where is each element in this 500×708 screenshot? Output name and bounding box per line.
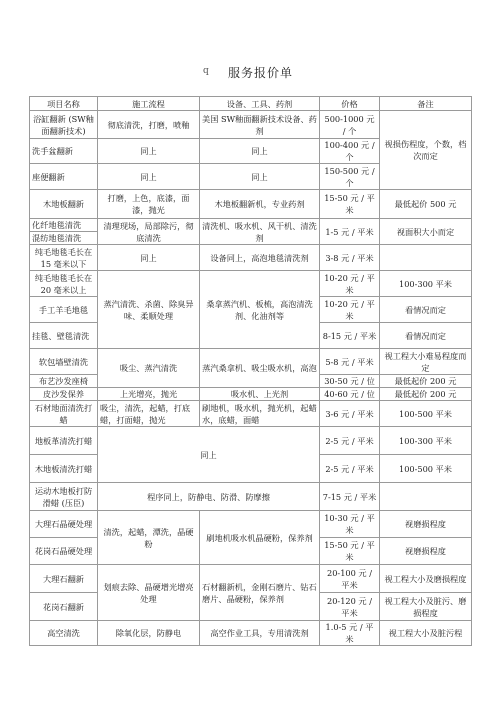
cell-name: 浴缸翻新 (SW釉面翻新技术) <box>30 111 98 139</box>
cell-price: 30-50 元 / 位 <box>320 375 380 388</box>
cell-process: 蒸汽清洗、杀菌、除臭异味、柔顺处理 <box>98 271 200 349</box>
cell-note: 看情况而定 <box>380 323 472 349</box>
cell-process: 吸尘、蒸汽清洗 <box>98 349 200 388</box>
cell-process: 同上 <box>98 164 200 190</box>
cell-note: 100-300 平米 <box>380 427 472 455</box>
cell-price: 150-500 元 / 个 <box>320 164 380 190</box>
title-area <box>0 64 500 84</box>
cell-note: 视磨损程度 <box>380 538 472 565</box>
column-header-name: 项目名称 <box>30 97 98 111</box>
cell-name: 大理石翻新 <box>30 565 98 593</box>
cell-price: 10-20 元 / 平米 <box>320 297 380 323</box>
cell-equipment: 美国 SW釉面翻新技术设备、药剂 <box>200 111 320 139</box>
cell-note-empty <box>380 483 472 511</box>
cell-price: 3-6 元 / 平米 <box>320 401 380 427</box>
cell-process: 同上 <box>98 245 200 271</box>
cell-name: 挂毯、壁毯清洗 <box>30 323 98 349</box>
cell-name: 化纤地毯清洗 <box>30 219 98 232</box>
cell-price: 8-15 元 / 平米 <box>320 323 380 349</box>
table-row <box>30 621 472 646</box>
table-row <box>30 271 472 297</box>
price-table <box>29 96 472 646</box>
cell-process: 彻底清洗，打磨，喷釉 <box>98 111 200 139</box>
cell-equipment: 桑拿蒸汽机、板梳，高泡清洗剂、化油剂等 <box>200 271 320 349</box>
cell-name: 纯毛地毯毛长在 20 毫米以上 <box>30 271 98 297</box>
cell-name: 洗手盆翻新 <box>30 139 98 164</box>
cell-equipment: 清洗机、吸水机、风干机、清洗剂 <box>200 219 320 245</box>
cell-price: 40-60 元 / 位 <box>320 388 380 401</box>
table-row <box>30 349 472 375</box>
cell-note: 视工程大小难易程度而定 <box>380 349 472 375</box>
cell-process: 划痕去除、晶硬增光增亮处理 <box>98 565 200 621</box>
table-row <box>30 511 472 538</box>
cell-equipment: 刷地机吸水机晶硬粉，保养剂 <box>200 511 320 565</box>
column-header-note: 备注 <box>380 97 472 111</box>
cell-name: 木地板翻新 <box>30 190 98 219</box>
cell-equipment: 同上 <box>200 139 320 164</box>
table-row <box>30 565 472 593</box>
table-row <box>30 245 472 271</box>
cell-price: 20-100 元 / 平米 <box>320 565 380 593</box>
cell-price: 10-20 元 / 平米 <box>320 271 380 297</box>
cell-price: 2-5 元 / 平米 <box>320 427 380 455</box>
cell-equipment: 吸水机、上光剂 <box>200 388 320 401</box>
table-header-row <box>30 97 472 111</box>
cell-process: 打磨，上色，底漆，面漆，抛光 <box>98 190 200 219</box>
table-row <box>30 427 472 455</box>
cell-process: 清洗，起蜡，潭洗，晶硬粉 <box>98 511 200 565</box>
cell-note: 视工程大小及脏污、磨损程度 <box>380 593 472 621</box>
cell-equipment: 高空作业工具，专用清洗剂 <box>200 621 320 646</box>
cell-note: 100-500 平米 <box>380 401 472 427</box>
cell-price: 100-400 元 / 个 <box>320 139 380 164</box>
table-row <box>30 190 472 219</box>
cell-note-empty <box>380 245 472 271</box>
table-row <box>30 401 472 427</box>
cell-name: 皮沙发保养 <box>30 388 98 401</box>
cell-note: 最低起价 500 元 <box>380 190 472 219</box>
cell-price: 15-50 元 / 平米 <box>320 190 380 219</box>
cell-equipment: 蒸汽桑拿机、吸尘吸水机，高泡 <box>200 349 320 388</box>
table-row <box>30 483 472 511</box>
cell-process: 程序同上，防静电、防滑、防摩擦 <box>98 483 320 511</box>
cell-equipment: 石材翻新机，金刚石磨片、钻石磨片、晶硬粉，保养剂 <box>200 565 320 621</box>
cell-name: 高空清洗 <box>30 621 98 646</box>
cell-name: 软包墙壁清洗 <box>30 349 98 375</box>
cell-name: 大理石晶硬处理 <box>30 511 98 538</box>
column-header-process: 施工流程 <box>98 97 200 111</box>
title-mark: q <box>203 66 209 76</box>
cell-note: 最低起价 200 元 <box>380 375 472 388</box>
cell-name: 布艺沙发座椅 <box>30 375 98 388</box>
cell-price: 20-120 元 / 平米 <box>320 593 380 621</box>
cell-name: 石材地面清洗打蜡 <box>30 401 98 427</box>
cell-note: 最低起价 200 元 <box>380 388 472 401</box>
cell-equipment: 设备同上，高泡地毯清洗剂 <box>200 245 320 271</box>
cell-note: 视工程大小及磨损程度 <box>380 565 472 593</box>
cell-note: 视工程大小及脏污程 <box>380 621 472 646</box>
cell-name: 地板革清洗打蜡 <box>30 427 98 455</box>
cell-price: 15-50 元 / 平米 <box>320 538 380 565</box>
column-header-price: 价格 <box>320 97 380 111</box>
cell-note: 100-300 平米 <box>380 271 472 297</box>
page-title: 服务报价单 <box>228 66 294 80</box>
cell-price: 2-5 元 / 平米 <box>320 455 380 483</box>
cell-name: 花岗石晶硬处理 <box>30 538 98 565</box>
cell-price: 1-5 元 / 平米 <box>320 219 380 245</box>
cell-process: 除氧化层，防静电 <box>98 621 200 646</box>
cell-name: 纯毛地毯毛长在 15 毫米以下 <box>30 245 98 271</box>
cell-price: 1.0-5 元 / 平米 <box>320 621 380 646</box>
cell-price: 3-8 元 / 平米 <box>320 245 380 271</box>
cell-name: 木地板清洗打蜡 <box>30 455 98 483</box>
cell-note: 视损伤程度，个数，档次而定 <box>380 111 472 190</box>
table-row <box>30 111 472 139</box>
cell-equipment: 刷地机，吸水机，抛光机，起蜡水，底蜡，面蜡 <box>200 401 320 427</box>
cell-note: 视面积大小而定 <box>380 219 472 245</box>
cell-process: 上光增亮，抛光 <box>98 388 200 401</box>
cell-price: 500-1000 元 / 个 <box>320 111 380 139</box>
cell-note: 看情况而定 <box>380 297 472 323</box>
cell-process: 同上 <box>98 139 200 164</box>
cell-equipment: 同上 <box>200 164 320 190</box>
cell-price: 10-30 元 / 平米 <box>320 511 380 538</box>
cell-name: 花岗石翻新 <box>30 593 98 621</box>
cell-price: 7-15 元 / 平米 <box>320 483 380 511</box>
cell-process: 同上 <box>98 427 320 483</box>
table-row <box>30 219 472 232</box>
table-row <box>30 388 472 401</box>
cell-process: 清理现场，局部除污，彻底清洗 <box>98 219 200 245</box>
cell-note: 100-500 平米 <box>380 455 472 483</box>
cell-name: 混纺地毯清洗 <box>30 232 98 245</box>
column-header-equipment: 设备、工具、药剂 <box>200 97 320 111</box>
cell-name: 运动木地板打防滑蜡 (压臣) <box>30 483 98 511</box>
cell-name: 手工羊毛地毯 <box>30 297 98 323</box>
cell-note: 视磨损程度 <box>380 511 472 538</box>
cell-equipment: 木地板翻新机，专业药剂 <box>200 190 320 219</box>
cell-name: 座便翻新 <box>30 164 98 190</box>
cell-process: 吸尘，清洗，起蜡，打底蜡，打面蜡，抛光 <box>98 401 200 427</box>
cell-price: 5-8 元 / 平米 <box>320 349 380 375</box>
